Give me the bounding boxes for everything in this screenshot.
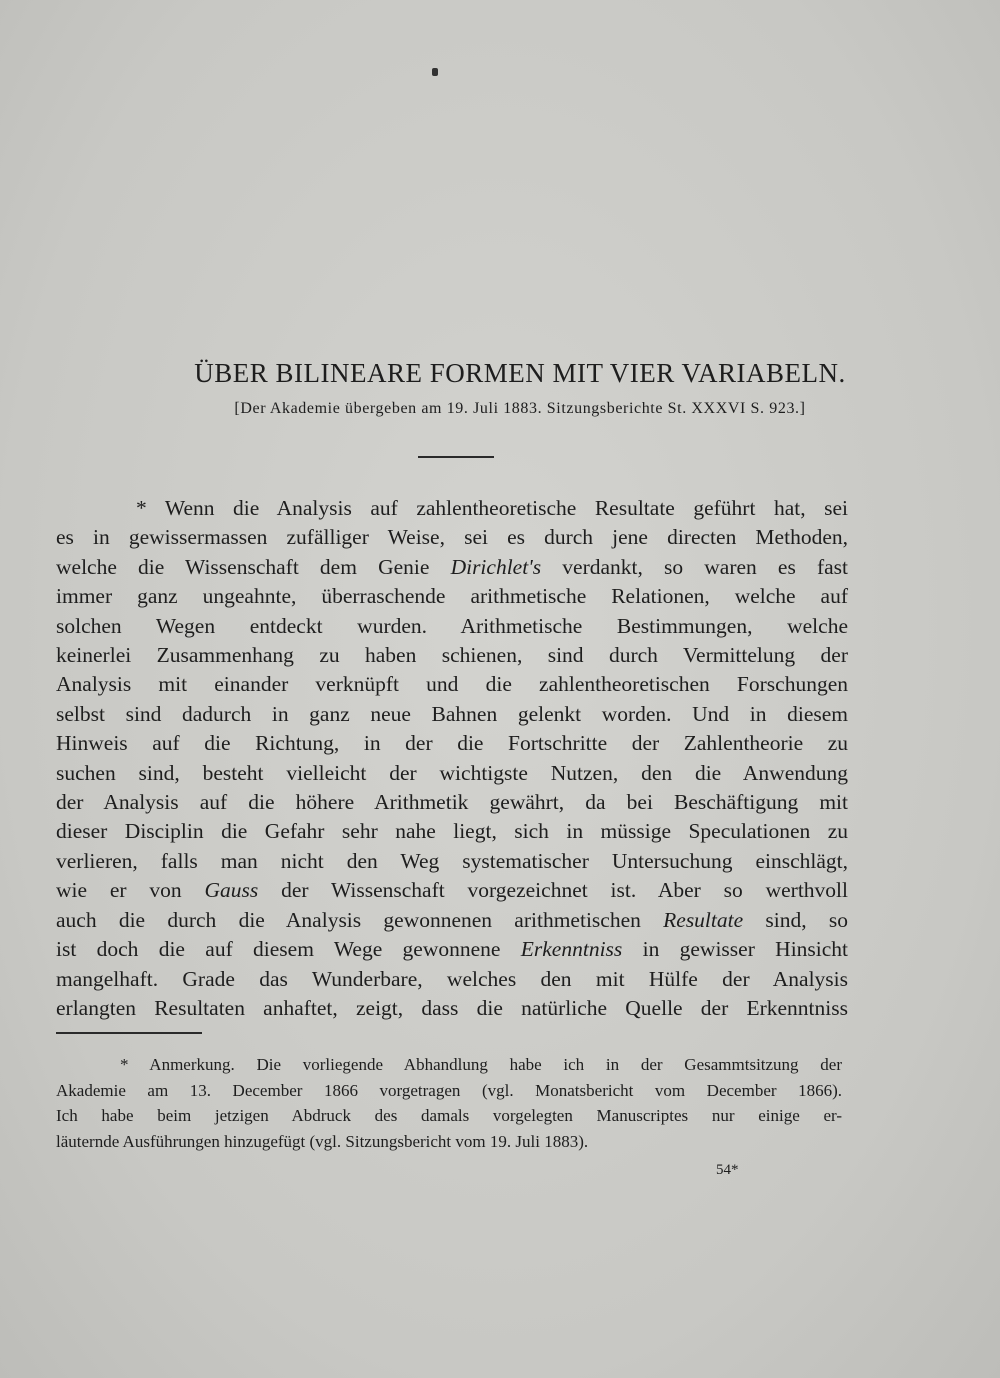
footnote-line: Ich habe beim jetzigen Abdruck des damals vorgelegten Manuscriptes nur einige er- bbox=[56, 1106, 842, 1126]
body-line: suchen sind, besteht vielleicht der wichtigste Nutzen, den die Anwendung bbox=[56, 760, 848, 785]
body-line: immer ganz ungeahnte, überraschende arithmetische Relationen, welche auf bbox=[56, 584, 848, 609]
term-resultate: Resultate bbox=[663, 907, 744, 932]
title-divider bbox=[418, 456, 494, 458]
body-line: solchen Wegen entdeckt wurden. Arithmetische Bestimmungen, welche bbox=[56, 613, 848, 638]
name-gauss: Gauss bbox=[204, 878, 259, 903]
body-line: mangelhaft. Grade das Wunderbare, welches den mit Hülfe der Analysis bbox=[56, 966, 848, 991]
body-text bbox=[56, 494, 848, 1023]
footnote-divider bbox=[56, 1032, 202, 1034]
body-line: ist doch die auf diesem Wege gewonnene Erkenntniss in gewisser Hinsicht bbox=[56, 937, 849, 962]
body-line: auch die durch die Analysis gewonnenen arithmetischen Resultate sind, so bbox=[56, 907, 849, 932]
name-dirichlet: Dirichlet's bbox=[450, 554, 542, 579]
print-speck bbox=[432, 68, 438, 76]
footnote-line: * Anmerkung. Die vorliegende Abhandlung habe ich in der Gesammtsitzung der bbox=[120, 1055, 842, 1074]
page-subtitle: [Der Akademie übergeben am 19. Juli 1883. Sitzungsberichte St. XXXVI S. 923.] bbox=[234, 400, 806, 417]
body-line: keinerlei Zusammenhang zu haben schienen, sind durch Vermittelung der bbox=[56, 643, 848, 668]
body-line: welche die Wissenschaft dem Genie Dirichlet's verdankt, so waren es fast bbox=[56, 554, 849, 579]
body-line: verlieren, falls man nicht den Weg systematischer Untersuchung einschlägt, bbox=[56, 848, 848, 873]
body-line: dieser Disciplin die Gefahr sehr nahe liegt, sich in müssige Speculationen zu bbox=[56, 819, 848, 844]
body-line: selbst sind dadurch in ganz neue Bahnen gelenkt worden. Und in diesem bbox=[56, 701, 848, 726]
body-line: wie er von Gauss der Wissenschaft vorgezeichnet ist. Aber so werthvoll bbox=[56, 878, 849, 903]
page-title: ÜBER BILINEARE FORMEN MIT VIER VARIABELN. bbox=[194, 358, 846, 388]
body-line: es in gewissermassen zufälliger Weise, sei es durch jene directen Methoden, bbox=[56, 525, 848, 550]
footnote-line: läuternde Ausführungen hinzugefügt (vgl. Sitzungsbericht vom 19. Juli 1883). bbox=[56, 1131, 589, 1151]
body-line: erlangten Resultaten anhaftet, zeigt, dass die natürliche Quelle der Erkenntniss bbox=[56, 995, 848, 1020]
term-erkenntniss: Erkenntniss bbox=[520, 937, 623, 962]
footnote-line: Akademie am 13. December 1866 vorgetragen (vgl. Monatsbericht vom December 1866). bbox=[56, 1080, 842, 1100]
body-line: der Analysis auf die höhere Arithmetik gewährt, da bei Beschäftigung mit bbox=[56, 790, 848, 815]
body-line: Analysis mit einander verknüpft und die zahlentheoretischen Forschungen bbox=[56, 672, 848, 697]
footnote bbox=[56, 1052, 842, 1154]
body-line: Hinweis auf die Richtung, in der die Fortschritte der Zahlentheorie zu bbox=[56, 731, 848, 756]
body-line: * Wenn die Analysis auf zahlentheoretische Resultate geführt hat, sei bbox=[136, 496, 848, 520]
page-number: 54* bbox=[716, 1162, 739, 1178]
